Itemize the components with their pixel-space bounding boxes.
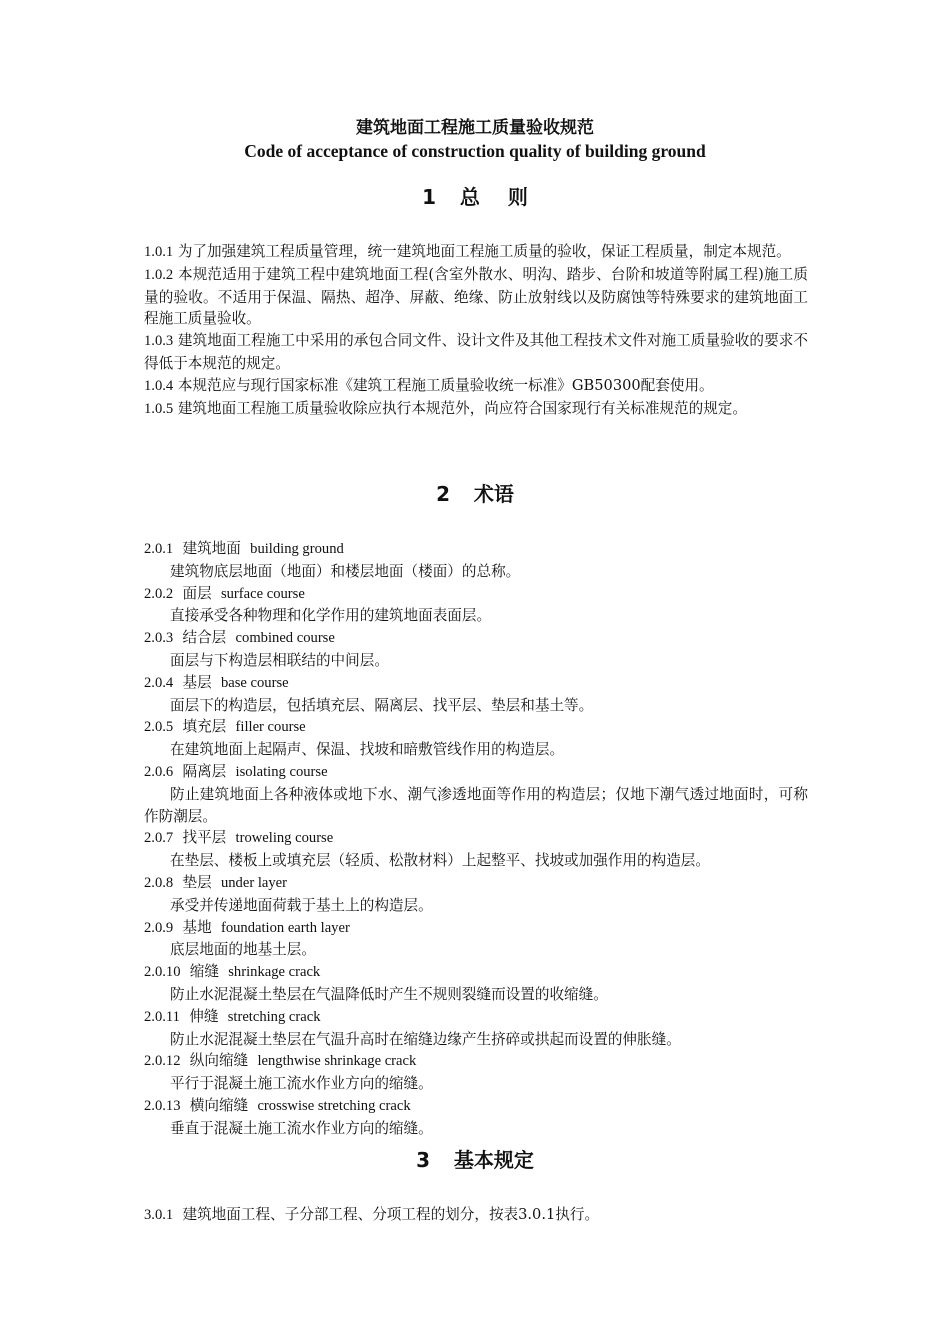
term-entry: 2.0.8 垫层 under layer 承受并传递地面荷载于基土上的构造层。 [144,872,808,917]
chapter-1-heading [0,184,950,210]
term-definition: 垂直于混凝土施工流水作业方向的缩缝。 [170,1119,433,1137]
chapter-number: 2 [436,482,450,506]
term-definition: 防止水泥混凝土垫层在气温降低时产生不规则裂缝而设置的收缩缝。 [170,985,608,1003]
term-entry: 2.0.6 隔离层 isolating course 防止建筑地面上各种液体或地下水、潮气渗透地面等作用的构造层；仅地下潮气透过地面时，可称作防潮层。 [144,761,808,827]
chapter-3-body [144,1204,808,1227]
term-entry: 2.0.3 结合层 combined course 面层与下构造层相联结的中间层。 [144,627,808,672]
term-entry: 2.0.4 基层 base course 面层下的构造层，包括填充层、隔离层、找平层、垫层和基土等。 [144,672,808,717]
chapter-title: 基本规定 [453,1148,534,1172]
term-entry: 2.0.13 横向缩缝 crosswise stretching crack 垂直于混凝土施工流水作业方向的缩缝。 [144,1095,808,1140]
term-definition: 在垫层、楼板上或填充层（轻质、松散材料）上起整平、找坡或加强作用的构造层。 [170,852,710,870]
chapter-title-part: 总 [459,185,480,209]
chapter-2-body [144,538,808,1140]
clause: 1.0.3 建筑地面工程施工中采用的承包合同文件、设计文件及其他工程技术文件对施工质量验收的要求不得低于本规范的规定。 [144,332,808,372]
term-definition: 直接承受各种物理和化学作用的建筑地面表面层。 [170,607,492,625]
term-definition: 防止水泥混凝土垫层在气温升高时在缩缝边缘产生挤碎或拱起而设置的伸胀缝。 [170,1030,681,1048]
chapter-number: 1 [422,185,436,209]
clause: 3.0.1 建筑地面工程、子分部工程、分项工程的划分，按表3.0.1执行。 [144,1206,600,1223]
term-definition: 承受并传递地面荷载于基土上的构造层。 [170,896,433,914]
document-title-chinese: 建筑地面工程施工质量验收规范 [356,118,594,138]
chapter-2-heading [0,481,950,507]
term-entry: 2.0.10 缩缝 shrinkage crack 防止水泥混凝土垫层在气温降低时产生不规则裂缝而设置的收缩缝。 [144,961,808,1006]
chapter-3-heading [0,1147,950,1173]
term-entry: 2.0.9 基地 foundation earth layer 底层地面的地基土层。 [144,917,808,962]
term-entry: 2.0.5 填充层 filler course 在建筑地面上起隔声、保温、找坡和暗敷管线作用的构造层。 [144,716,808,761]
term-entry: 2.0.12 纵向缩缝 lengthwise shrinkage crack 平行于混凝土施工流水作业方向的缩缝。 [144,1050,808,1095]
term-entry: 2.0.11 伸缝 stretching crack 防止水泥混凝土垫层在气温升高时在缩缝边缘产生挤碎或拱起而设置的伸胀缝。 [144,1006,808,1051]
term-entry: 2.0.7 找平层 troweling course 在垫层、楼板上或填充层（轻质、松散材料）上起整平、找坡或加强作用的构造层。 [144,827,808,872]
clause: 1.0.4 本规范应与现行国家标准《建筑工程施工质量验收统一标准》GB50300配套使用。 [144,376,714,394]
chapter-title-part: 则 [507,185,528,209]
document-title-english: Code of acceptance of construction quality of building ground [244,141,706,161]
term-definition: 在建筑地面上起隔声、保温、找坡和暗敷管线作用的构造层。 [170,741,565,759]
chapter-title: 术语 [473,482,514,506]
term-definition: 防止建筑地面上各种液体或地下水、潮气渗透地面等作用的构造层；仅地下潮气透过地面时，可称作防潮层。 [144,785,808,825]
clause: 1.0.5 建筑地面工程施工质量验收除应执行本规范外，尚应符合国家现行有关标准规范的规定。 [144,399,747,417]
term-definition: 底层地面的地基土层。 [170,941,316,959]
term-definition: 建筑物底层地面（地面）和楼层地面（楼面）的总称。 [170,562,521,580]
chapter-1-body [144,241,808,420]
clause: 1.0.1 为了加强建筑工程质量管理，统一建筑地面工程施工质量的验收，保证工程质量，制定本规范。 [144,243,791,260]
chapter-number: 3 [416,1148,430,1172]
term-entry: 2.0.2 面层 surface course 直接承受各种物理和化学作用的建筑地面表面层。 [144,583,808,628]
term-definition: 面层下的构造层，包括填充层、隔离层、找平层、垫层和基土等。 [170,696,594,714]
clause: 1.0.2 本规范适用于建筑工程中建筑地面工程(含室外散水、明沟、踏步、台阶和坡道等附属工程)施工质量的验收。不适用于保温、隔热、超净、屏蔽、绝缘、防止放射线以及防腐蚀等特殊要求的建筑地面工程施工质量验收。 [144,265,808,328]
term-entry: 2.0.1 建筑地面 building ground 建筑物底层地面（地面）和楼层地面（楼面）的总称。 [144,538,808,583]
term-definition: 平行于混凝土施工流水作业方向的缩缝。 [170,1075,433,1093]
term-definition: 面层与下构造层相联结的中间层。 [170,651,389,669]
